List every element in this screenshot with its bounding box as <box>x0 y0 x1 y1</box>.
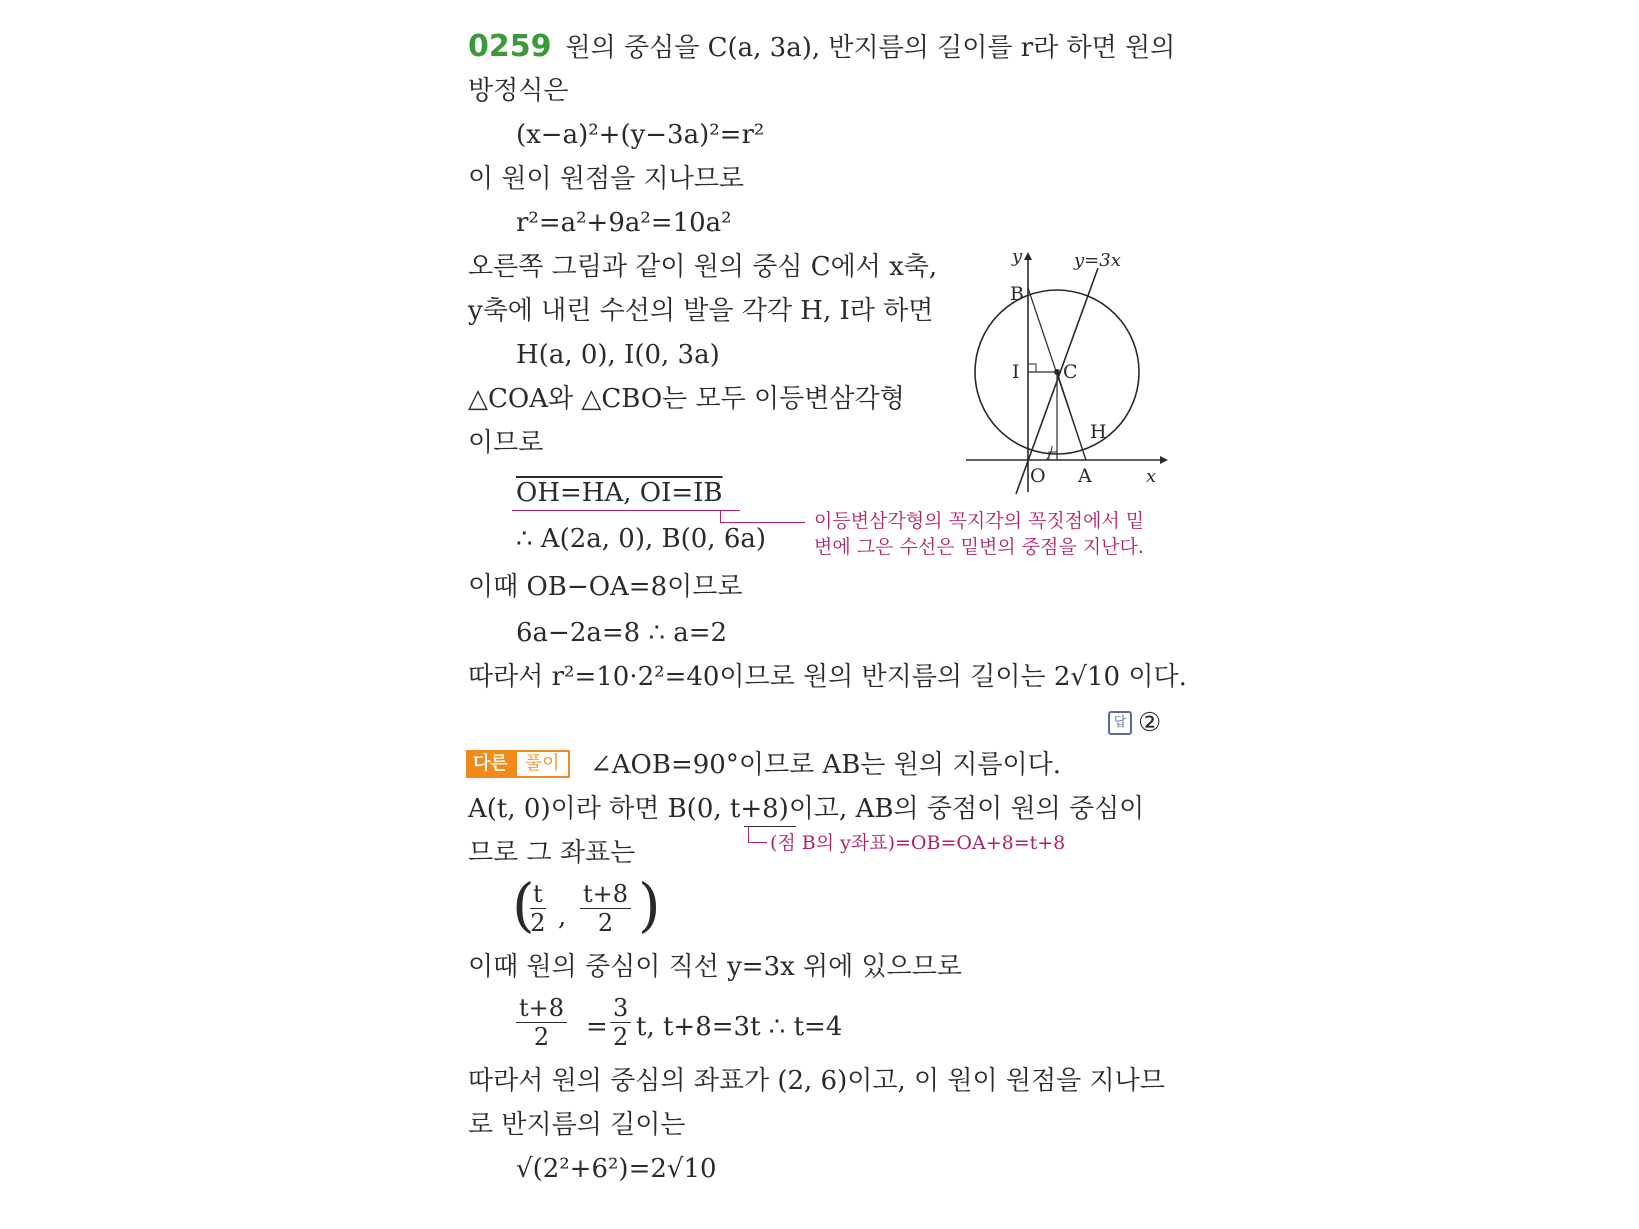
note-underline <box>512 510 740 511</box>
fraction-3-over-2: $\frac{3}{2}$ <box>610 994 631 1051</box>
label-line: y=3x <box>1074 250 1121 271</box>
label-h: H <box>1090 421 1107 443</box>
problem-line-1: 0259 원의 중심을 C(a, 3a), 반지름의 길이를 r라 하면 원의 <box>468 29 1176 64</box>
paren-left: ( <box>512 871 535 939</box>
note2-connector <box>748 826 767 843</box>
note-isosceles-2: 변에 그은 수선은 밑변의 중점을 지난다. <box>814 536 1144 558</box>
alt-solution-badge <box>466 750 570 778</box>
problem-line-5: y축에 내린 수선의 발을 각각 H, I라 하면 <box>468 296 934 326</box>
alt-line-2: A(t, 0)이라 하면 B(0, t+8)이고, AB의 중점이 원의 중심이 <box>468 794 1145 824</box>
right-angle-i <box>1028 364 1036 372</box>
problem-line-6: △COA와 △CBO는 모두 이등변삼각형 <box>468 384 905 414</box>
y-arrow-icon <box>1024 252 1032 260</box>
center-point <box>1054 369 1060 375</box>
note-b-coordinate: (점 B의 y좌표)=OB=OA+8=t+8 <box>770 832 1066 854</box>
equals-sign: = <box>586 1012 608 1042</box>
problem-line-7: 이므로 <box>468 428 544 458</box>
fraction-t8-over-2: $\frac{t+8}{2}$ <box>580 880 631 937</box>
badge-other: 다른 <box>466 750 515 778</box>
problem-line-3: 이 원이 원점을 지나므로 <box>468 164 744 194</box>
equation-t: t, t+8=3t ∴ t=4 <box>636 1012 843 1042</box>
label-i: I <box>1012 361 1020 383</box>
alt-line-1: ∠AOB=90°이므로 AB는 원의 지름이다. <box>590 750 1061 780</box>
equation-points: ∴ A(2a, 0), B(0, 6a) <box>516 524 767 554</box>
badge-solution: 풀이 <box>515 750 570 778</box>
equation-segments: OH=HA, OI=IB <box>516 478 723 508</box>
label-x: x <box>1146 466 1157 487</box>
label-c: C <box>1063 361 1078 383</box>
problem-line-9: 따라서 r²=10·2²=40이므로 원의 반지름의 길이는 2√10 이다. <box>468 662 1187 692</box>
segment-ca <box>1057 372 1086 460</box>
label-a: A <box>1078 465 1092 487</box>
alt-line-6: 로 반지름의 길이는 <box>468 1110 686 1140</box>
equation-radius: r²=a²+9a²=10a² <box>516 208 732 238</box>
note-isosceles-1: 이등변삼각형의 꼭지각의 꼭짓점에서 밑 <box>814 510 1145 532</box>
label-y: y <box>1012 248 1023 267</box>
fraction-t-over-2: $\frac{t}{2}$ <box>530 880 546 937</box>
equation-radius-final: √(2²+6²)=2√10 <box>516 1154 717 1184</box>
alt-line-5: 따라서 원의 중심의 좌표가 (2, 6)이고, 이 원이 원점을 지나므 <box>468 1066 1165 1096</box>
equation-circle: (x−a)²+(y−3a)²=r² <box>516 120 765 150</box>
alt-line-4: 이때 원의 중심이 직선 y=3x 위에 있으므로 <box>468 952 963 982</box>
answer-icon: 답 <box>1108 711 1132 735</box>
problem-line-8: 이때 OB−OA=8이므로 <box>468 572 743 602</box>
paren-right: ) <box>638 871 661 939</box>
circle-diagram <box>960 248 1170 498</box>
comma: , <box>558 902 567 932</box>
problem-line-2: 방정식은 <box>468 76 569 106</box>
equation-feet: H(a, 0), I(0, 3a) <box>516 340 720 370</box>
problem-line-4: 오른쪽 그림과 같이 원의 중심 C에서 x축, <box>468 252 938 282</box>
problem-number: 0259 <box>468 29 552 64</box>
alt-line-3: 므로 그 좌표는 <box>468 838 636 868</box>
answer <box>1108 706 1161 740</box>
equation-a: 6a−2a=8 ∴ a=2 <box>516 618 728 648</box>
fraction-t8-over-2-b: $\frac{t+8}{2}$ <box>516 994 567 1051</box>
label-o: O <box>1030 465 1046 487</box>
answer-value: ② <box>1138 708 1162 738</box>
x-arrow-icon <box>1160 456 1168 464</box>
label-b: B <box>1010 283 1024 305</box>
